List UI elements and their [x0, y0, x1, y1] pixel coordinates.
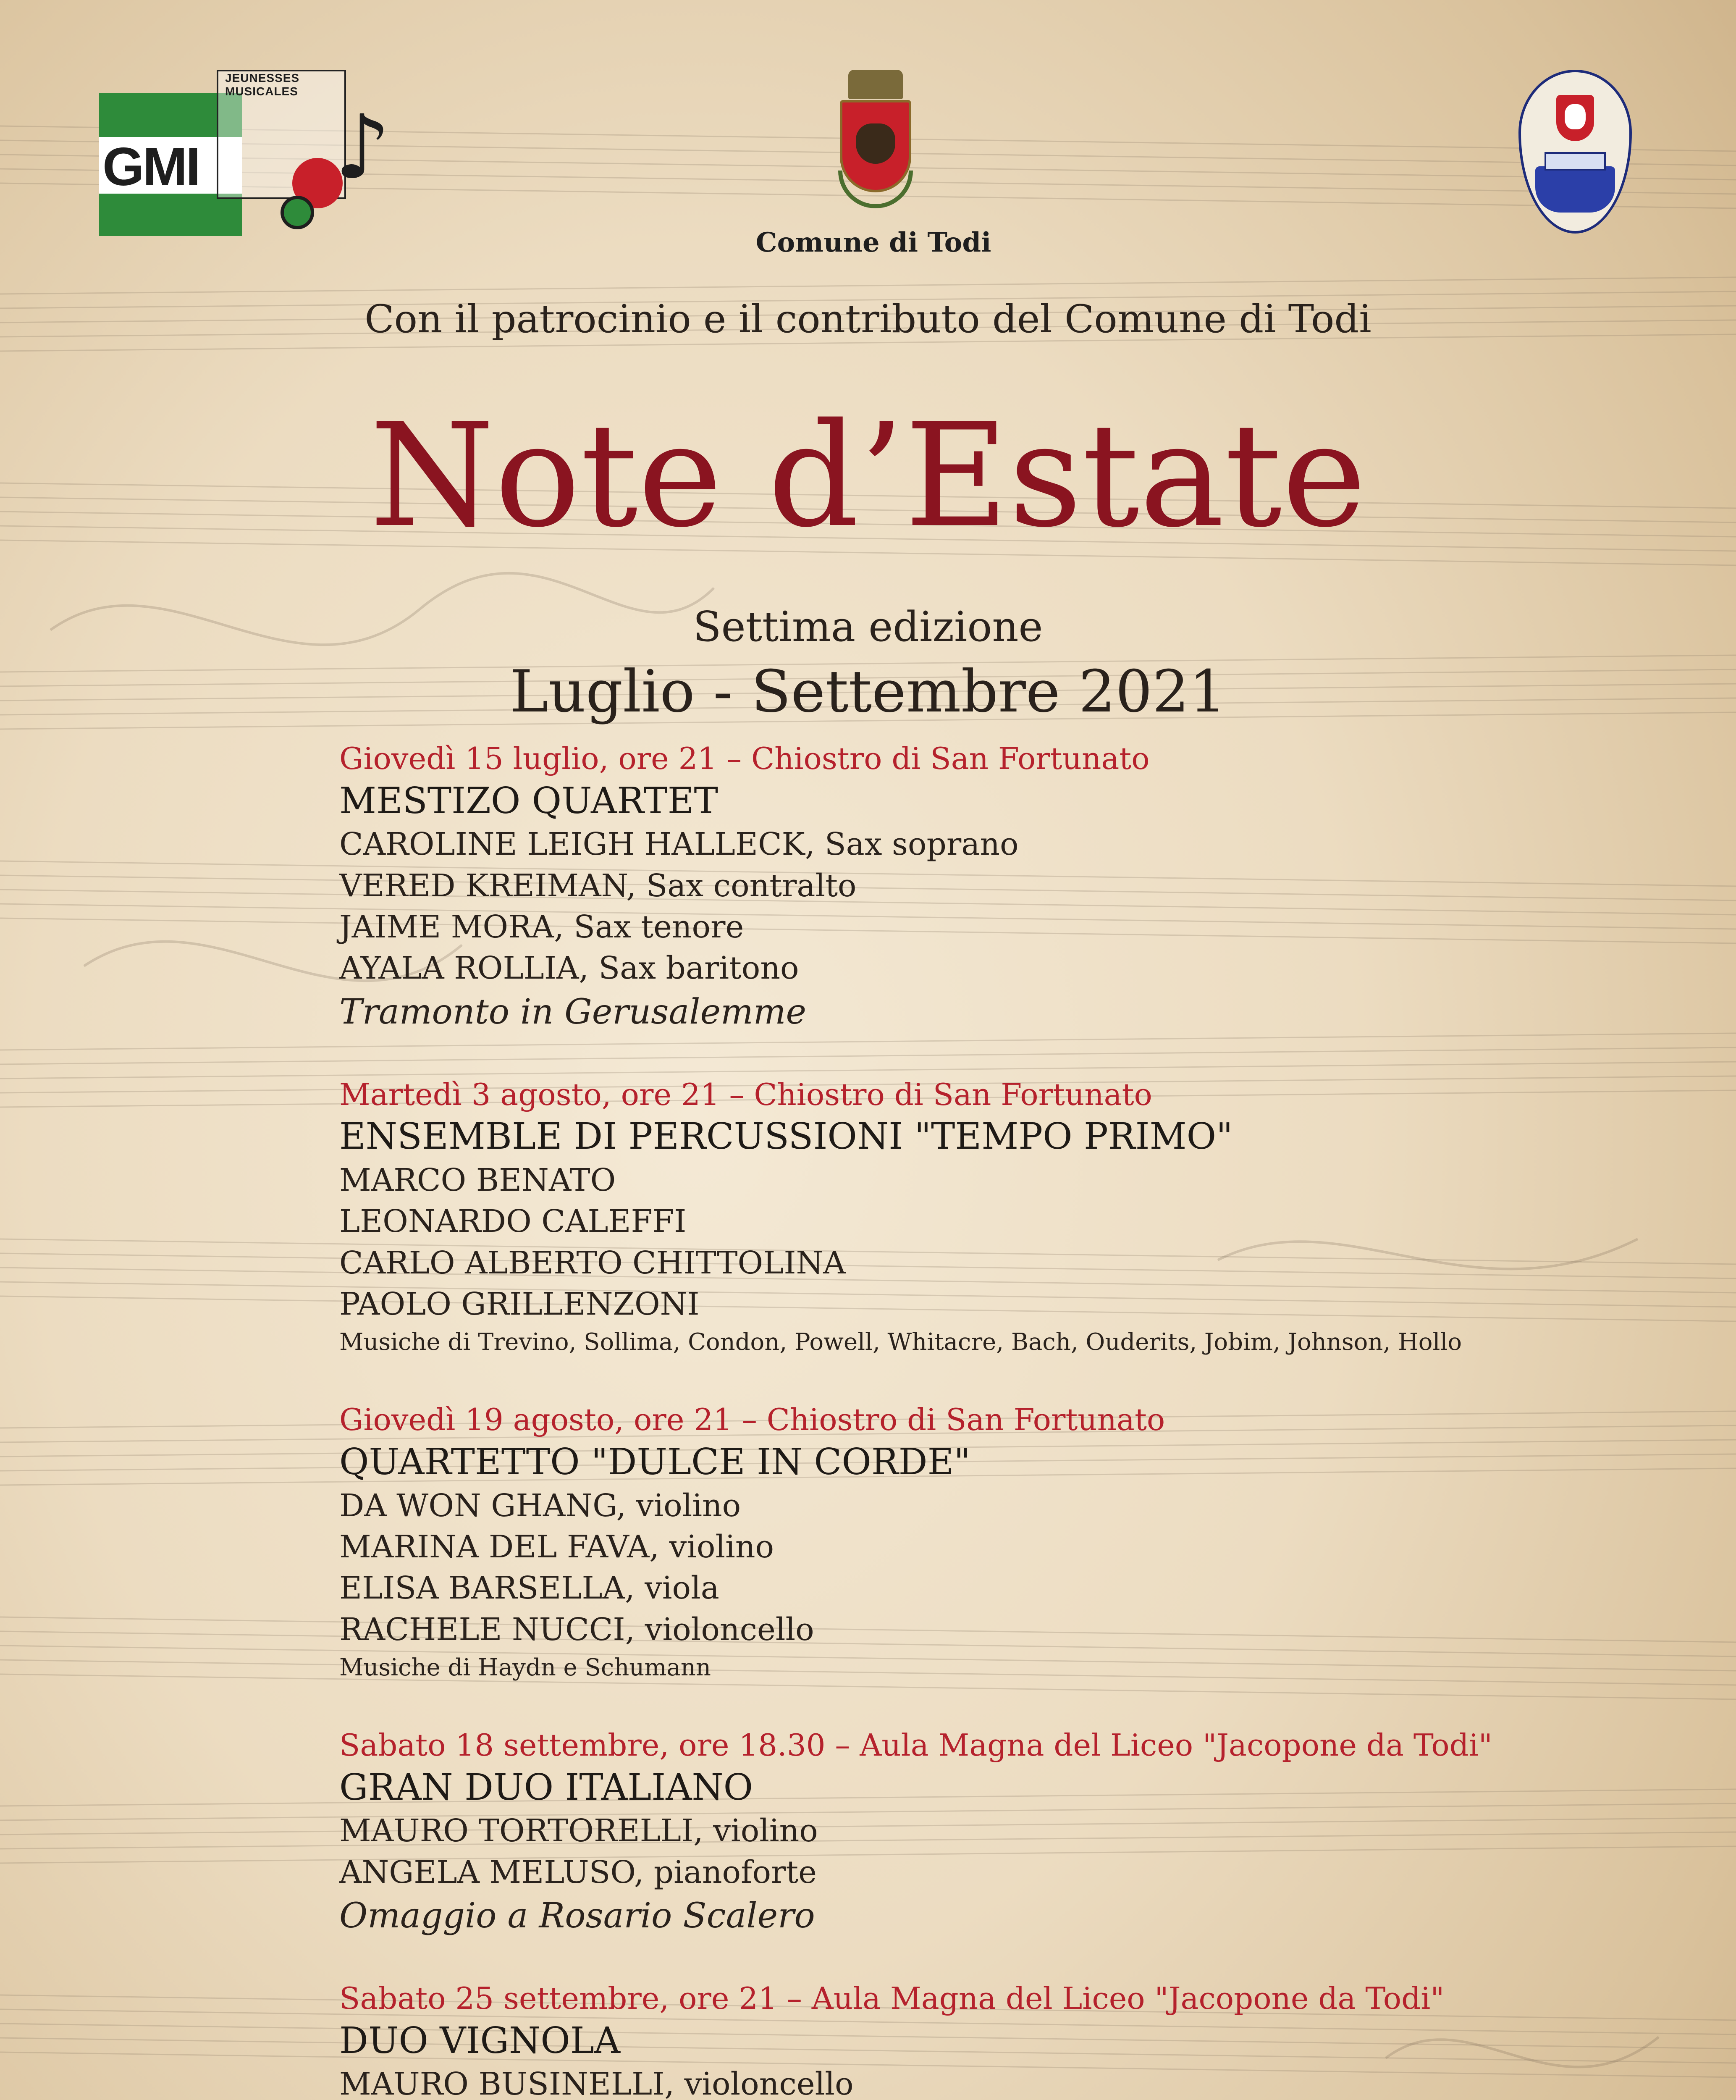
event-name: DUO VIGNOLA	[339, 2019, 621, 2062]
performer: JAIME MORA, Sax tenore	[339, 908, 744, 945]
globe-icon	[281, 196, 314, 229]
performer: MARCO BENATO	[339, 1162, 616, 1198]
edition-label: Settima edizione	[693, 603, 1043, 651]
staff-line	[0, 277, 1736, 294]
music-note-icon: ♪	[334, 96, 391, 199]
liceo-building-icon	[1545, 152, 1606, 171]
laurel-icon	[838, 171, 913, 208]
performer: DA WON GHANG, violino	[339, 1487, 741, 1524]
performer: RACHELE NUCCI, violoncello	[339, 1611, 814, 1648]
crown-icon	[848, 70, 903, 99]
program-list	[339, 739, 1641, 2100]
event-name: MESTIZO QUARTET	[339, 780, 718, 822]
event-date: Sabato 25 settembre, ore 21 – Aula Magna del Liceo "Jacopone da Todi"	[339, 1981, 1445, 2016]
event-1	[339, 739, 1641, 1035]
patronage-line: Con il patrocinio e il contributo del Comune di Todi	[365, 297, 1371, 341]
event-program: Musiche di Haydn e Schumann	[339, 1654, 711, 1682]
gmi-wordmark: GMI	[102, 137, 199, 197]
liceo-eagle-icon	[1565, 104, 1586, 129]
liceo-blue-base-icon	[1535, 166, 1615, 213]
event-4	[339, 1726, 1641, 1939]
performer: ANGELA MELUSO, pianoforte	[339, 1854, 817, 1890]
event-2	[339, 1075, 1641, 1360]
event-date: Martedì 3 agosto, ore 21 – Chiostro di San Fortunato	[339, 1076, 1152, 1112]
gmi-caption: JEUNESSES MUSICALES	[225, 71, 300, 98]
eagle-icon	[856, 123, 895, 164]
event-3	[339, 1400, 1641, 1685]
period-label: Luglio - Settembre 2021	[510, 658, 1226, 725]
performer: MAURO TORTORELLI, violino	[339, 1813, 818, 1849]
event-program: Omaggio a Rosario Scalero	[339, 1896, 815, 1936]
poster-title	[0, 349, 1736, 609]
liceo-logo	[1518, 70, 1632, 238]
performer: VERED KREIMAN, Sax contralto	[339, 867, 857, 904]
event-5	[339, 1979, 1641, 2100]
todi-coat-of-arms	[823, 70, 928, 225]
event-date: Giovedì 15 luglio, ore 21 – Chiostro di San Fortunato	[339, 741, 1150, 776]
performer: PAOLO GRILLENZONI	[339, 1286, 700, 1323]
event-name: ENSEMBLE DI PERCUSSIONI "TEMPO PRIMO"	[339, 1116, 1233, 1158]
event-program: Musiche di Trevino, Sollima, Condon, Powell, Whitacre, Bach, Ouderits, Jobim, Johnson, Hollo	[339, 1328, 1462, 1356]
performer: AYALA ROLLIA, Sax baritono	[339, 950, 799, 987]
event-date: Giovedì 19 agosto, ore 21 – Chiostro di San Fortunato	[339, 1402, 1165, 1438]
title-text: Note d’Estate	[370, 393, 1366, 559]
event-program: Tramonto in Gerusalemme	[339, 992, 807, 1032]
performer: ELISA BARSELLA, viola	[339, 1570, 719, 1606]
comune-label: Comune di Todi	[755, 227, 991, 258]
performer: LEONARDO CALEFFI	[339, 1203, 687, 1240]
performer: CARLO ALBERTO CHITTOLINA	[339, 1244, 846, 1281]
event-name: GRAN DUO ITALIANO	[339, 1766, 753, 1809]
performer: CAROLINE LEIGH HALLECK, Sax soprano	[339, 826, 1019, 863]
gmi-logo	[99, 70, 391, 246]
event-date: Sabato 18 settembre, ore 18.30 – Aula Magna del Liceo "Jacopone da Todi"	[339, 1727, 1492, 1763]
performer: MAURO BUSINELLI, violoncello	[339, 2066, 854, 2100]
performer: MARINA DEL FAVA, violino	[339, 1528, 774, 1565]
event-name: QUARTETTO "DULCE IN CORDE"	[339, 1441, 970, 1483]
